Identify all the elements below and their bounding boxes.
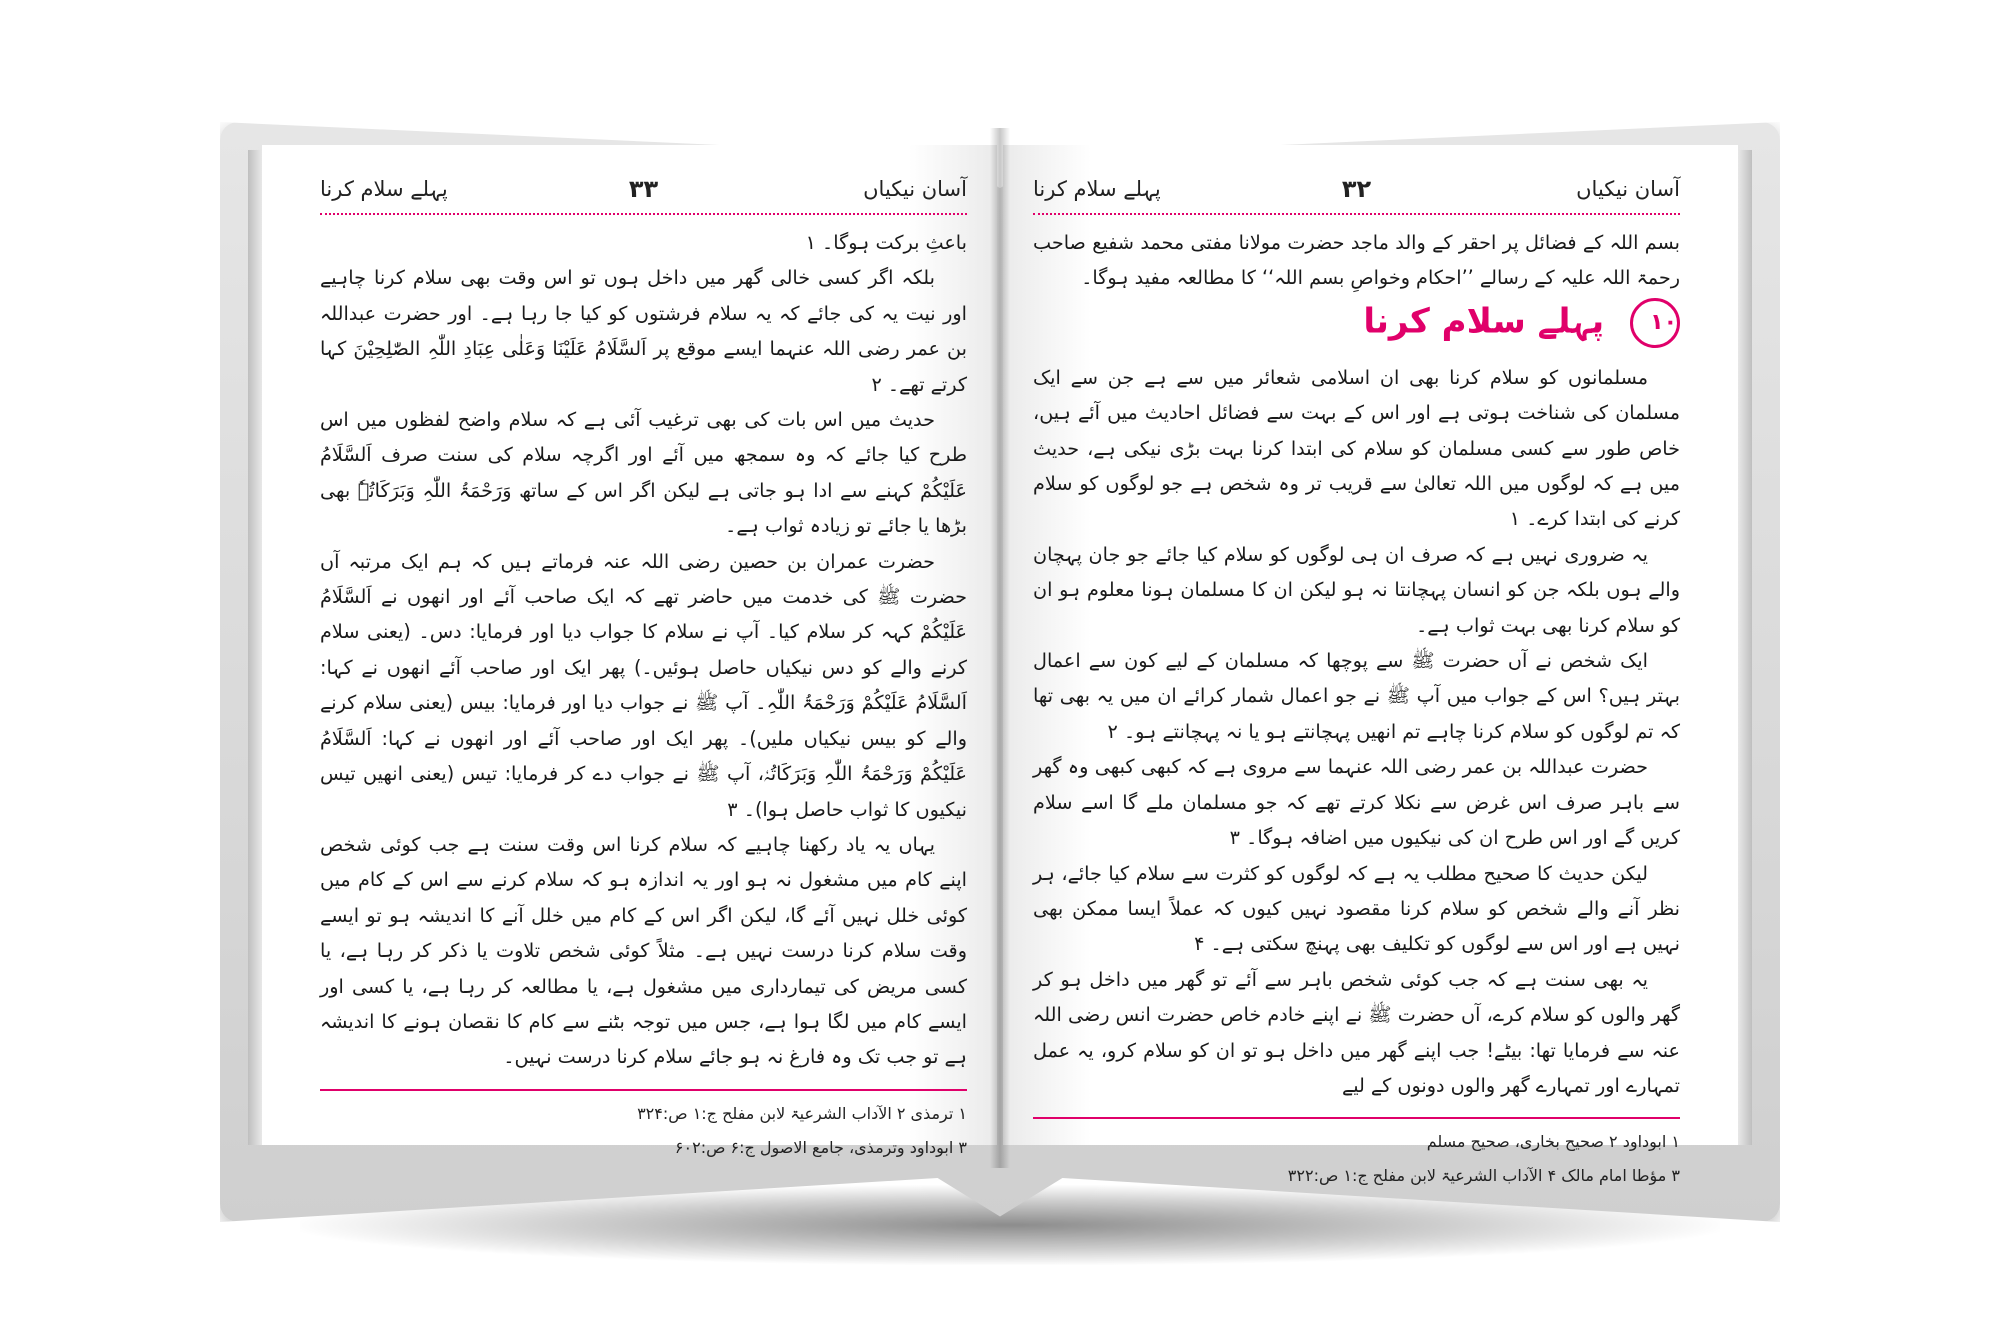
footnote-line: ۳ مؤطا امام مالک ۴ الآداب الشرعیۃ لابن مفلح ج:۱ ص:۳۲۲ [1287, 1166, 1680, 1186]
footnote-rule [1033, 1117, 1680, 1119]
paragraph: یہ بھی سنت ہے کہ جب کوئی شخص باہر سے آئے تو گھر میں داخل ہو کر گھر والوں کو سلام کرے، آں حضرت ﷺ نے اپنے خادم خاص حضرت انس رضی اللہ عنہ سے فرمایا تھا: بیٹے! جب اپنے گھر میں داخل ہو تو ان کو سلام کرو، یہ عمل تمہارے اور تمہارے گھر والوں دونوں کے لیے [1033, 967, 1680, 1097]
left-page-header [320, 175, 967, 209]
right-page [1003, 145, 1738, 1186]
footnote-line: ۳ ابوداود وترمذی، جامع الاصول ج:۶ ص:۶۰۲ [674, 1137, 967, 1157]
paragraph: بلکہ اگر کسی خالی گھر میں داخل ہوں تو اس وقت بھی سلام کرنا چاہیے اور نیت یہ کی جائے کہ یہ سلام فرشتوں کو کیا جا رہا ہے۔ اور حضرت عبداللہ بن عمر رضی اللہ عنہما ایسے موقع پر اَلسَّلَامُ عَلَیْنَا وَعَلٰی عِبَادِ اللّٰہِ الصّٰلِحِیْنَ کہا کرتے تھے۔ ۲ [320, 266, 967, 396]
section-heading-title: پہلے سلام کرنا [1363, 301, 1605, 342]
footnote-line: ۱ ابوداود ۲ صحیح بخاری، صحیح مسلم [1426, 1132, 1680, 1152]
left-page-body [320, 225, 967, 1075]
book-spine-gutter [990, 128, 1010, 1168]
header-rule [320, 213, 967, 215]
right-page-header [1033, 175, 1680, 209]
paragraph: مسلمانوں کو سلام کرنا بھی ان اسلامی شعائر میں سے ہے جن سے ایک مسلمان کی شناخت ہوتی ہے اور اس کے بہت سے فضائل احادیث میں آئے ہیں، خاص طور سے کسی مسلمان کو سلام کی ابتدا کرنا بہت بڑی نیکی ہے، حدیث میں ہے کہ لوگوں میں اللہ تعالیٰ سے قریب تر وہ شخص ہے جو لوگوں کو سلام کرنے کی ابتدا کرے۔ ۱ [1033, 365, 1680, 531]
chapter-title: پہلے سلام کرنا [320, 177, 448, 201]
section-number-badge: ۱۰ [1630, 298, 1680, 348]
footnote-rule [320, 1089, 967, 1091]
paragraph: یہاں یہ یاد رکھنا چاہیے کہ سلام کرنا اس وقت سنت ہے جب کوئی شخص اپنے کام میں مشغول نہ ہو اور یہ اندازہ ہو کہ سلام کرنے سے اس کے کام میں کوئی خلل نہیں آئے گا، لیکن اگر اس کے کام میں خلل آنے کا اندیشہ ہو تو ایسے وقت سلام کرنا درست نہیں ہے۔ مثلاً کوئی شخص تلاوت یا ذکر کر رہا ہے، یا کسی مریض کی تیمارداری میں مشغول ہے، یا مطالعہ کر رہا ہے، یا کسی اور ایسے کام میں لگا ہوا ہے، جس میں توجہ بٹنے سے کام کا نقصان ہونے کا اندیشہ ہے تو جب تک وہ فارغ نہ ہو جائے سلام کرنا درست نہیں۔ [320, 832, 967, 1069]
footnote-line: ۱ ترمذی ۲ الآداب الشرعیۃ لابن مفلح ج:۱ ص:۳۲۴ [637, 1103, 967, 1123]
right-page-body [1033, 225, 1680, 1103]
header-rule [1033, 213, 1680, 215]
paragraph: حدیث میں اس بات کی بھی ترغیب آئی ہے کہ سلام واضح لفظوں میں اس طرح کیا جائے کہ وہ سمجھ میں آئے اور اگرچہ سلام کی سنت صرف اَلسَّلَامُ عَلَیْکُمْ کہنے سے ادا ہو جاتی ہے لیکن اگر اس کے ساتھ وَرَحْمَۃُ اللّٰہِ وَبَرَکَاتُہٗ بھی بڑھا یا جائے تو زیادہ ثواب ہے۔ [320, 408, 967, 538]
intro-paragraph: بسم اللہ کے فضائل پر احقر کے والد ماجد حضرت مولانا مفتی محمد شفیع صاحب رحمۃ اللہ علیہ کے رسالے ’’احکام وخواصِ بسم اللہ‘‘ کا مطالعہ مفید ہوگا۔ [1033, 231, 1680, 290]
chapter-title: پہلے سلام کرنا [1033, 177, 1161, 201]
paragraph: باعثِ برکت ہوگا۔ ۱ [805, 231, 967, 254]
paragraph: حضرت عمران بن حصین رضی اللہ عنہ فرماتے ہیں کہ ہم ایک مرتبہ آں حضرت ﷺ کی خدمت میں حاضر تھے کہ ایک صاحب آئے اور انھوں نے اَلسَّلَامُ عَلَیْکُمْ کہہ کر سلام کیا۔ آپ نے سلام کا جواب دیا اور فرمایا: دس۔ (یعنی سلام کرنے والے کو دس نیکیاں حاصل ہوئیں۔) پھر ایک اور صاحب آئے انھوں نے کہا: اَلسَّلَامُ عَلَیْکُمْ وَرَحْمَۃُ اللّٰہِ۔ آپ ﷺ نے جواب دیا اور فرمایا: بیس (یعنی سلام کرنے والے کو بیس نیکیاں ملیں)۔ پھر ایک اور صاحب آئے اور انھوں نے کہا: اَلسَّلَامُ عَلَیْکُمْ وَرَحْمَۃُ اللّٰہِ وَبَرَکَاتُہٗ، آپ ﷺ نے جواب دے کر فرمایا: تیس (یعنی انھیں تیس نیکیوں کا ثواب حاصل ہوا)۔ ۳ [320, 549, 967, 821]
left-page [262, 145, 997, 1157]
paragraph: یہ ضروری نہیں ہے کہ صرف ان ہی لوگوں کو سلام کیا جائے جو جان پہچان والے ہوں بلکہ جن کو انسان پہچانتا نہ ہو لیکن ان کا مسلمان ہونا معلوم ہو ان کو سلام کرنا بھی بہت ثواب ہے۔ [1033, 542, 1680, 637]
page-number: ۳۲ [1341, 175, 1372, 203]
paragraph: حضرت عبداللہ بن عمر رضی اللہ عنہما سے مروی ہے کہ کبھی کبھی وہ گھر سے باہر صرف اس غرض سے نکلا کرتے تھے کہ جو مسلمان ملے گا اسے سلام کریں گے اور اس طرح ان کی نیکیوں میں اضافہ ہوگا۔ ۳ [1033, 755, 1680, 850]
footnotes [320, 1097, 967, 1165]
footnotes [1033, 1125, 1680, 1193]
paragraph: لیکن حدیث کا صحیح مطلب یہ ہے کہ لوگوں کو کثرت سے سلام کیا جائے، ہر نظر آنے والے شخص کو سلام کرنا مقصود نہیں کیوں کہ عملاً ایسا ممکن بھی نہیں ہے اور اس سے لوگوں کو تکلیف بھی پہنچ سکتی ہے۔ ۴ [1033, 861, 1680, 956]
left-page-edges [248, 150, 262, 1145]
section-heading [1033, 298, 1680, 354]
page-number: ۳۳ [628, 175, 659, 203]
paragraph: ایک شخص نے آں حضرت ﷺ سے پوچھا کہ مسلمان کے لیے کون سے اعمال بہتر ہیں؟ اس کے جواب میں آپ ﷺ نے جو اعمال شمار کرائے ان میں یہ بھی تھا کہ تم لوگوں کو سلام کرنا چاہے تم انھیں پہچانتے ہو یا نہ پہچانتے ہو۔ ۲ [1033, 649, 1680, 743]
book-title: آسان نیکیاں [863, 177, 967, 201]
right-page-edges [1738, 150, 1752, 1145]
book-title: آسان نیکیاں [1576, 177, 1680, 201]
